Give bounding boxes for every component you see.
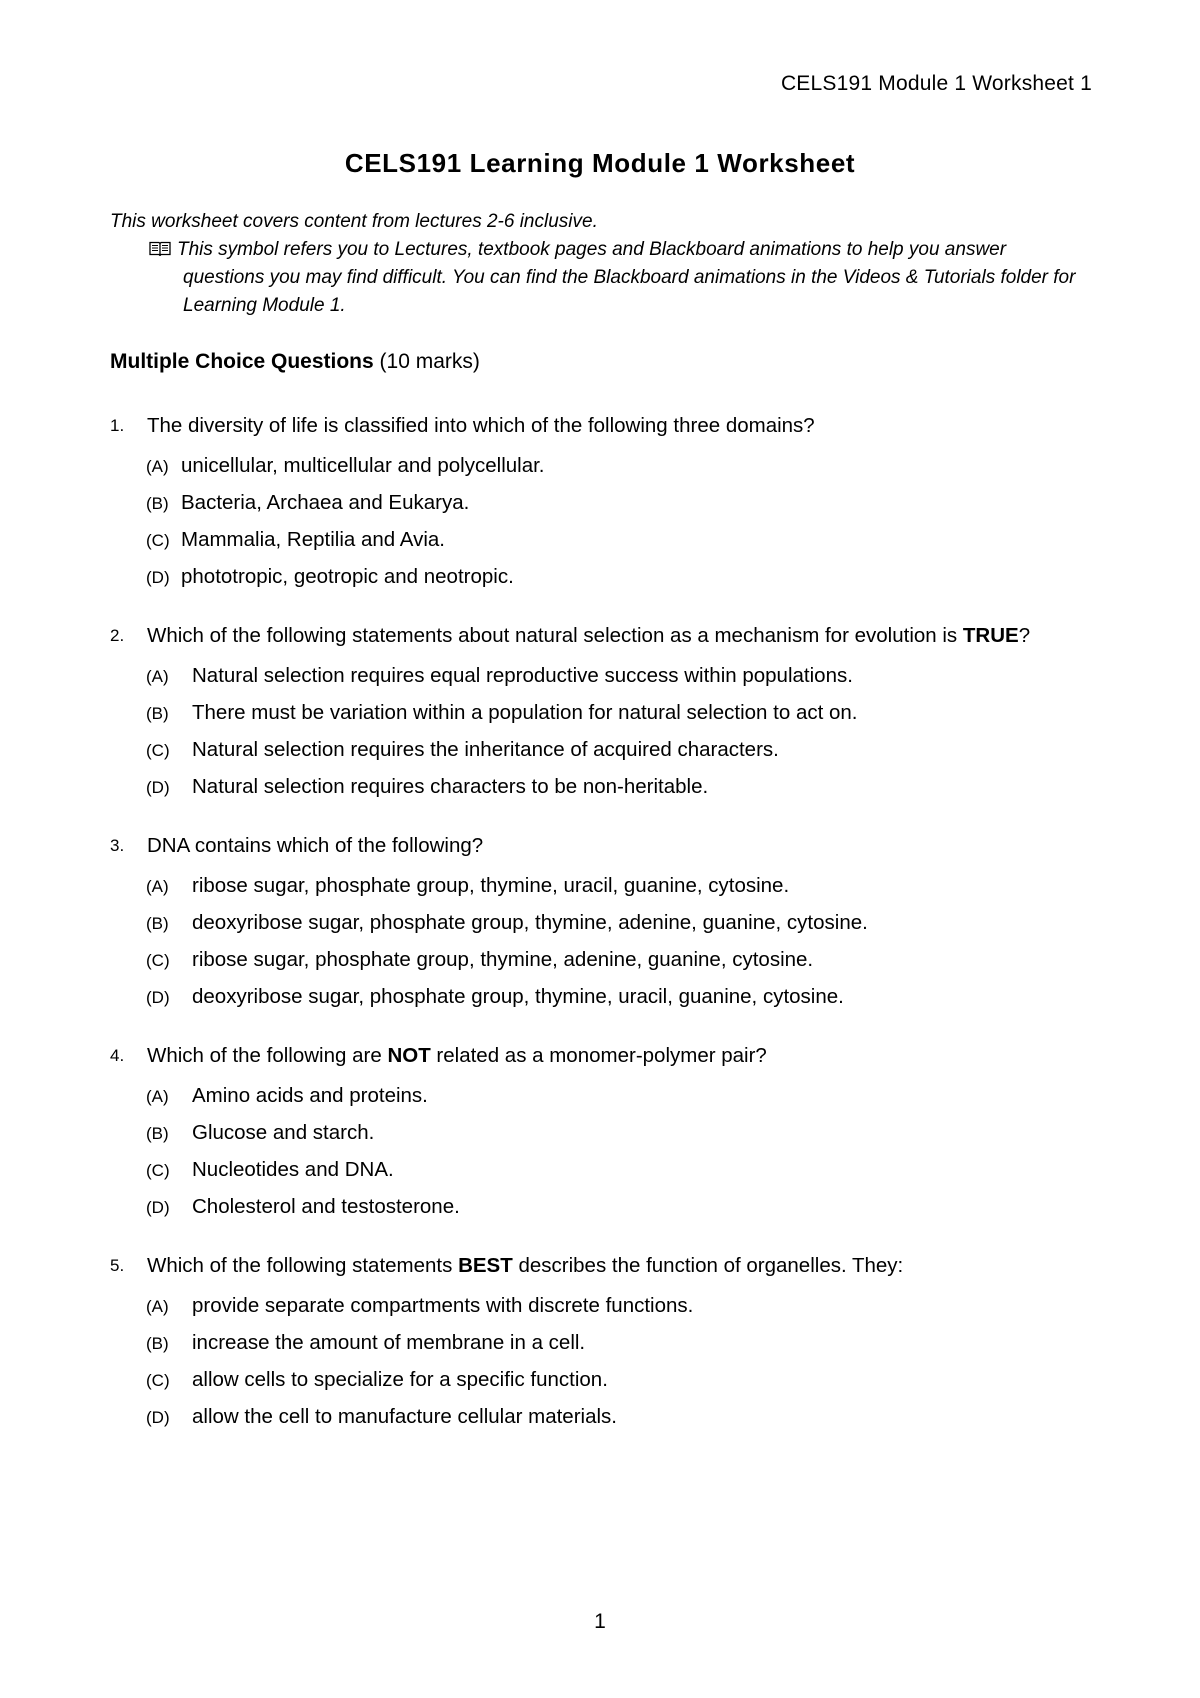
option-list <box>110 868 1090 1016</box>
option-letter: (B) <box>146 704 169 723</box>
option-list <box>110 1288 1090 1436</box>
option-d[interactable] <box>146 1189 1090 1226</box>
option-letter: (C) <box>146 951 170 970</box>
option-text: Nucleotides and DNA. <box>192 1158 394 1181</box>
option-a[interactable] <box>146 448 1090 485</box>
option-d[interactable] <box>146 769 1090 806</box>
option-list <box>110 658 1090 806</box>
option-text: increase the amount of membrane in a cell. <box>192 1331 586 1354</box>
option-d[interactable] <box>146 1399 1090 1436</box>
question-text: Which of the following are <box>147 1044 388 1067</box>
option-text: Glucose and starch. <box>192 1121 375 1144</box>
option-c[interactable] <box>146 732 1090 769</box>
option-text: ribose sugar, phosphate group, thymine, uracil, guanine, cytosine. <box>192 874 790 897</box>
question-number: 2. <box>110 626 125 645</box>
option-text: unicellular, multicellular and polycellular. <box>181 454 545 477</box>
option-letter: (D) <box>146 568 170 587</box>
option-b[interactable] <box>146 905 1090 942</box>
option-letter: (A) <box>146 667 169 686</box>
question-2 <box>110 622 1090 806</box>
option-letter: (B) <box>146 1124 169 1143</box>
coverage-note: This worksheet covers content from lectures 2-6 inclusive. <box>110 211 598 232</box>
question-text: DNA contains which of the following? <box>147 834 484 857</box>
option-text: There must be variation within a population for natural selection to act on. <box>192 701 858 724</box>
option-letter: (A) <box>146 1297 169 1316</box>
running-header: CELS191 Module 1 Worksheet 1 <box>780 72 1092 95</box>
question-text: The diversity of life is classified into which of the following three domains? <box>147 414 815 437</box>
option-letter: (D) <box>146 1198 170 1217</box>
option-text: Bacteria, Archaea and Eukarya. <box>181 491 470 514</box>
option-b[interactable] <box>146 485 1090 522</box>
option-a[interactable] <box>146 868 1090 905</box>
option-letter: (D) <box>146 1408 170 1427</box>
open-book-icon <box>149 241 171 256</box>
question-emphasis: TRUE <box>962 624 1019 647</box>
question-5 <box>110 1252 1090 1436</box>
option-text: Natural selection requires equal reproductive success within populations. <box>192 664 853 687</box>
question-emphasis: BEST <box>458 1254 513 1277</box>
question-number: 1. <box>110 416 125 435</box>
section-heading-marks: (10 marks) <box>379 350 480 373</box>
worksheet-title: CELS191 Learning Module 1 Worksheet <box>344 148 856 178</box>
option-a[interactable] <box>146 1288 1090 1325</box>
option-letter: (C) <box>146 1371 170 1390</box>
question-stem <box>110 832 1090 860</box>
option-b[interactable] <box>146 1325 1090 1362</box>
option-letter: (C) <box>146 1161 170 1180</box>
question-number: 4. <box>110 1046 125 1065</box>
section-heading <box>110 350 480 374</box>
option-text: provide separate compartments with discrete functions. <box>192 1294 694 1317</box>
option-c[interactable] <box>146 1152 1090 1189</box>
symbol-note <box>110 236 1090 320</box>
question-number: 3. <box>110 836 125 855</box>
question-text-end: describes the function of organelles. They: <box>512 1254 904 1277</box>
question-stem <box>110 1042 1090 1070</box>
option-letter: (B) <box>146 914 169 933</box>
option-letter: (A) <box>146 877 169 896</box>
intro-block <box>110 208 1090 320</box>
option-a[interactable] <box>146 1078 1090 1115</box>
option-letter: (B) <box>146 1334 169 1353</box>
option-text: deoxyribose sugar, phosphate group, thymine, uracil, guanine, cytosine. <box>192 985 844 1008</box>
option-list <box>110 1078 1090 1226</box>
question-text-end: ? <box>1018 624 1031 647</box>
symbol-note-text: This symbol refers you to Lectures, textbook pages and Blackboard animations to help you answer questions you may find difficult. You can find the Blackboard animations in the Videos & Tutorials folder for Learning Module 1. <box>177 239 1076 316</box>
option-d[interactable] <box>146 559 1090 596</box>
option-c[interactable] <box>146 942 1090 979</box>
option-c[interactable] <box>146 1362 1090 1399</box>
option-letter: (D) <box>146 988 170 1007</box>
option-text: allow the cell to manufacture cellular materials. <box>192 1405 617 1428</box>
option-c[interactable] <box>146 522 1090 559</box>
option-text: Mammalia, Reptilia and Avia. <box>181 528 445 551</box>
option-text: allow cells to specialize for a specific function. <box>192 1368 608 1391</box>
option-a[interactable] <box>146 658 1090 695</box>
option-letter: (A) <box>146 1087 169 1106</box>
option-text: deoxyribose sugar, phosphate group, thymine, adenine, guanine, cytosine. <box>192 911 868 934</box>
question-stem <box>110 1252 1090 1280</box>
option-list <box>110 448 1090 596</box>
section-heading-title: Multiple Choice Questions <box>110 350 374 373</box>
option-text: Cholesterol and testosterone. <box>192 1195 460 1218</box>
option-text: ribose sugar, phosphate group, thymine, adenine, guanine, cytosine. <box>192 948 814 971</box>
option-letter: (A) <box>146 457 169 476</box>
question-number: 5. <box>110 1256 125 1275</box>
question-1 <box>110 412 1090 596</box>
page-number: 1 <box>594 1610 606 1633</box>
option-text: Natural selection requires characters to be non-heritable. <box>192 775 709 798</box>
question-text-end: related as a monomer-polymer pair? <box>430 1044 767 1067</box>
question-3 <box>110 832 1090 1016</box>
question-stem <box>110 622 1090 650</box>
question-list <box>110 412 1090 1462</box>
option-b[interactable] <box>146 695 1090 732</box>
question-text: Which of the following statements about natural selection as a mechanism for evolution is <box>147 624 963 647</box>
question-text: Which of the following statements <box>147 1254 459 1277</box>
question-emphasis: NOT <box>387 1044 431 1067</box>
option-text: phototropic, geotropic and neotropic. <box>181 565 514 588</box>
option-letter: (B) <box>146 494 169 513</box>
option-letter: (D) <box>146 778 170 797</box>
option-b[interactable] <box>146 1115 1090 1152</box>
option-text: Amino acids and proteins. <box>192 1084 428 1107</box>
option-text: Natural selection requires the inheritance of acquired characters. <box>192 738 779 761</box>
option-letter: (C) <box>146 741 170 760</box>
question-4 <box>110 1042 1090 1226</box>
question-stem <box>110 412 1090 440</box>
option-d[interactable] <box>146 979 1090 1016</box>
option-letter: (C) <box>146 531 170 550</box>
